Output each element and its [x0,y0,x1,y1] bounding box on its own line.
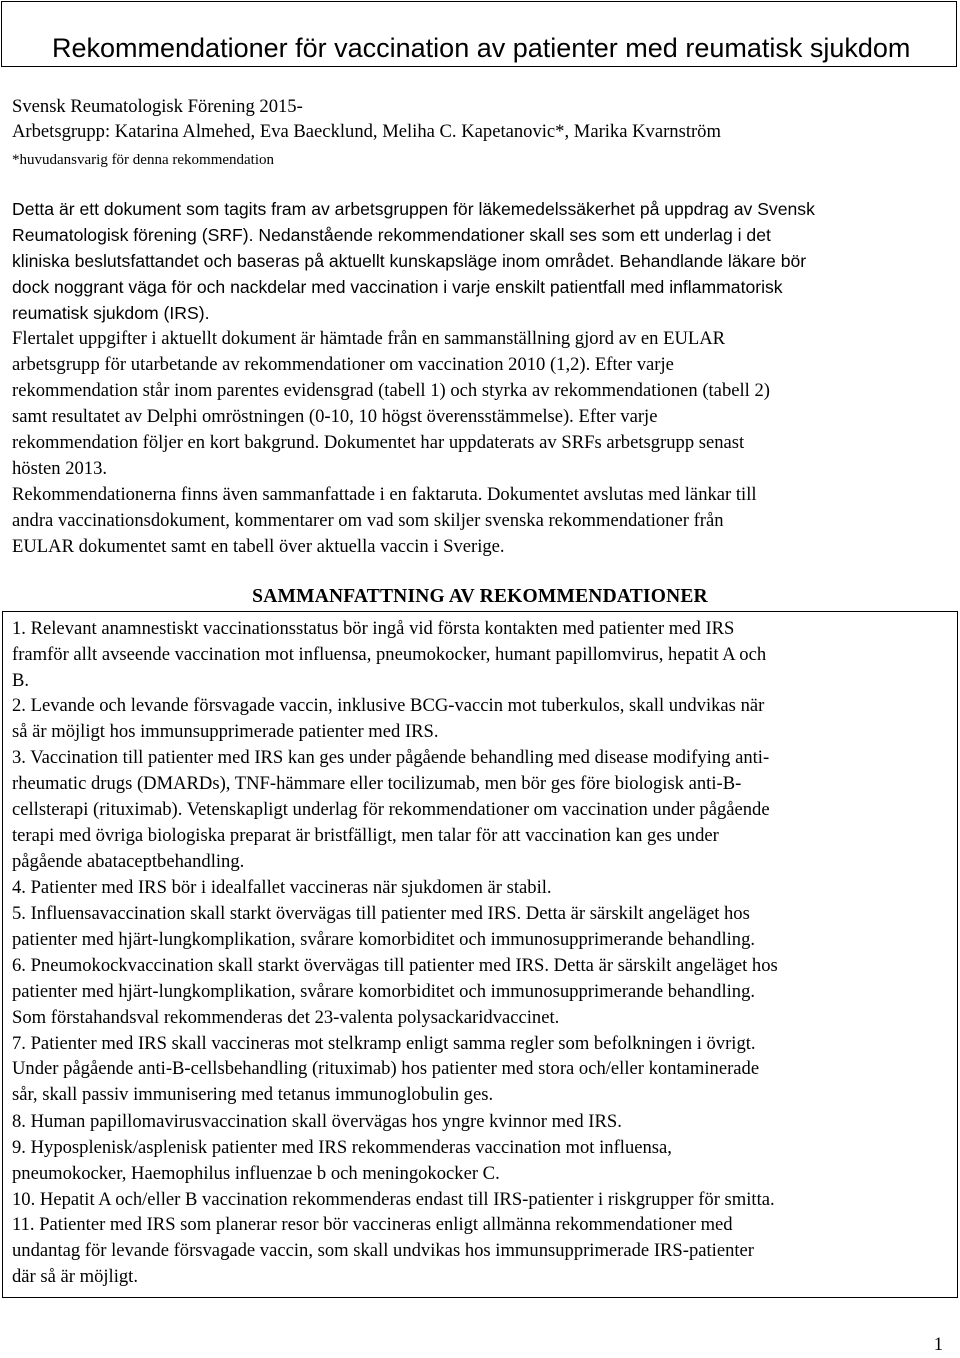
title-box [1,1,957,67]
summary-line: terapi med övriga biologiska preparat är bristfälligt, men talar för att vaccination kan ges under [12,825,719,846]
summary-line: 2. Levande och levande försvagade vaccin, inklusive BCG-vaccin mot tuberkulos, skall undvikas när [12,695,765,716]
summary-line: 1. Relevant anamnestiskt vaccinationsstatus bör ingå vid första kontakten med patienter med IRS [12,618,735,639]
summary-line: 8. Human papillomavirusvaccination skall övervägas hos yngre kvinnor med IRS. [12,1111,622,1132]
summary-line: undantag för levande försvagade vaccin, som skall undvikas hos immunsupprimerade IRS-patienter [12,1240,754,1261]
footnote-line: *huvudansvarig för denna rekommendation [12,152,275,168]
summary-line: rheumatic drugs (DMARDs), TNF-hämmare eller tocilizumab, men bör ges före biologisk anti-B- [12,773,742,794]
summary-line: 11. Patienter med IRS som planerar resor bör vaccineras enligt allmänna rekommendationer med [12,1214,733,1235]
intro-line: Detta är ett dokument som tagits fram av arbetsgruppen för läkemedelssäkerhet på uppdrag av Svensk [12,199,815,219]
intro-line: samt resultatet av Delphi omröstningen (0-10, 10 högst överensstämmelse). Efter varje [12,406,658,427]
intro-line: Reumatologisk förening (SRF). Nedanstående rekommendationer skall ses som ett underlag i det [12,225,771,245]
org-line: Svensk Reumatologisk Förening 2015- [12,96,303,117]
summary-line: Under pågående anti-B-cellsbehandling (rituximab) hos patienter med stora och/eller kontaminerade [12,1058,760,1079]
summary-line: pneumokocker, Haemophilus influenzae b och meningokocker C. [12,1163,500,1184]
summary-line: där så är möjligt. [12,1266,138,1287]
intro-line: rekommendation följer en kort bakgrund. Dokumentet har uppdaterats av SRFs arbetsgrupp senast [12,432,745,453]
intro-line: hösten 2013. [12,458,108,479]
summary-line: 5. Influensavaccination skall starkt övervägas till patienter med IRS. Detta är särskilt angeläget hos [12,903,750,924]
summary-line: 10. Hepatit A och/eller B vaccination rekommenderas endast till IRS-patienter i riskgrupper för smitta. [12,1189,775,1210]
intro-line: andra vaccinationsdokument, kommentarer om vad som skiljer svenska rekommendationer från [12,510,724,531]
page-number: 1 [933,1334,943,1355]
intro-line: arbetsgrupp för utarbetande av rekommendationer om vaccination 2010 (1,2). Efter varje [12,354,674,375]
summary-line: pågående abataceptbehandling. [12,851,245,872]
summary-line: patienter med hjärt-lungkomplikation, svårare komorbiditet och immunosupprimerande behandling. [12,981,756,1002]
summary-line: 4. Patienter med IRS bör i idealfallet vaccineras när sjukdomen är stabil. [12,877,552,898]
authors-line: Arbetsgrupp: Katarina Almehed, Eva Baecklund, Meliha C. Kapetanovic*, Marika Kvarnström [12,121,721,142]
intro-line: kliniska beslutsfattandet och baseras på aktuellt kunskapsläge inom området. Behandlande läkare bör [12,251,807,271]
intro-line: rekommendation står inom parentes evidensgrad (tabell 1) och styrka av rekommendationen (tabell 2) [12,380,770,401]
summary-line: 7. Patienter med IRS skall vaccineras mot stelkramp enligt samma regler som befolkningen i övrigt. [12,1033,756,1054]
intro-line: Rekommendationerna finns även sammanfattade i en faktaruta. Dokumentet avslutas med länkar till [12,484,757,505]
summary-line: framför allt avseende vaccination mot influensa, pneumokocker, humant papillomvirus, hepatit A och [12,644,767,665]
summary-line: sår, skall passiv immunisering med tetanus immunoglobulin ges. [12,1084,494,1105]
intro-line: Flertalet uppgifter i aktuellt dokument är hämtade från en sammanställning gjord av en EULAR [12,328,726,349]
summary-line: 6. Pneumokockvaccination skall starkt övervägas till patienter med IRS. Detta är särskilt angeläget hos [12,955,778,976]
summary-line: cellsterapi (rituximab). Vetenskapligt underlag för rekommendationer om vaccination under pågående [12,799,770,820]
summary-heading: SAMMANFATTNING AV REKOMMENDATIONER [252,586,708,607]
intro-line: EULAR dokumentet samt en tabell över aktuella vaccin i Sverige. [12,536,505,557]
summary-line: 3. Vaccination till patienter med IRS kan ges under pågående behandling med disease modifying anti- [12,747,770,768]
summary-line: så är möjligt hos immunsupprimerade patienter med IRS. [12,721,439,742]
intro-line: reumatisk sjukdom (IRS). [12,303,210,323]
summary-line: Som förstahandsval rekommenderas det 23-valenta polysackaridvaccinet. [12,1007,560,1028]
summary-line: patienter med hjärt-lungkomplikation, svårare komorbiditet och immunosupprimerande behandling. [12,929,756,950]
summary-line: 9. Hyposplenisk/asplenisk patienter med IRS rekommenderas vaccination mot influensa, [12,1137,672,1158]
summary-line: B. [12,670,30,691]
intro-line: dock noggrant väga för och nackdelar med vaccination i varje enskilt patientfall med inflammatorisk [12,277,783,297]
document-title: Rekommendationer för vaccination av patienter med reumatisk sjukdom [52,33,911,63]
